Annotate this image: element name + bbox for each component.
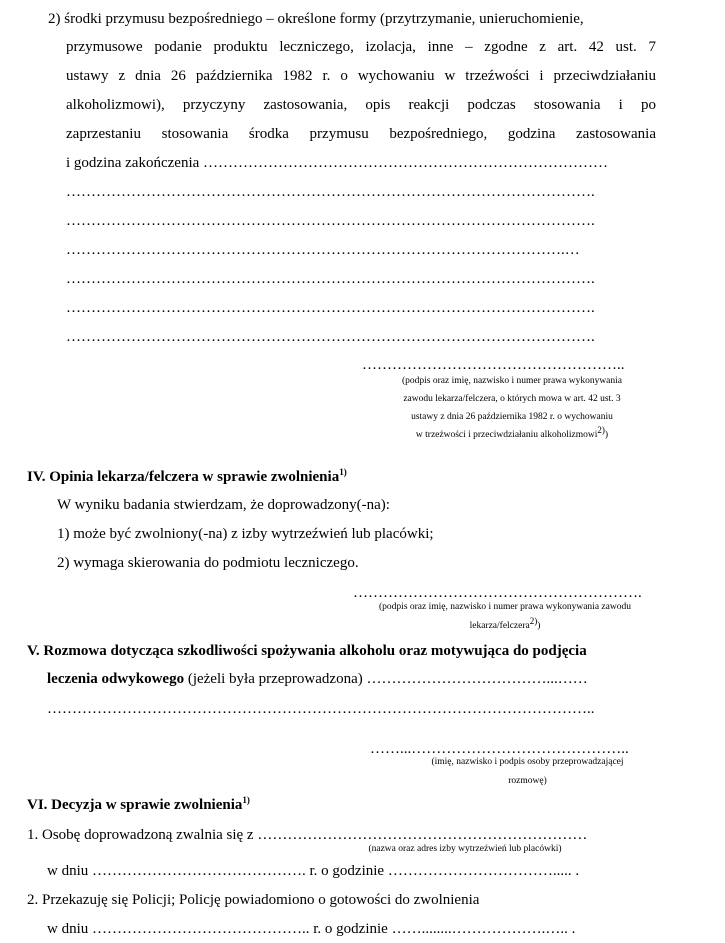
coercion-line-4: alkoholizmowi), przyczyny zastosowania, opis reakcji podczas stosowania i po	[66, 97, 656, 113]
conversation-fill-line[interactable]: ………………………………………………………………………………………………..	[47, 701, 595, 717]
doctor-signature-caption-2: zawodu lekarza/felczera, o których mowa w art. 42 ust. 3	[403, 394, 621, 404]
conversation-signature-line[interactable]: ……...……………………………………..	[370, 741, 629, 757]
fill-line-3[interactable]: ……………………………………………………………………………………….…	[66, 242, 580, 258]
release-item-2-date[interactable]: w dniu …………………………………….. r. o godzinie ……........……………….….. .	[47, 921, 576, 937]
section-v-heading-cont: leczenia odwykowego (jeżeli była przeprowadzona) ………………………………...……	[47, 671, 588, 687]
fill-line-4[interactable]: …………………………………………………………………………………………….	[66, 271, 595, 287]
fill-line-2[interactable]: …………………………………………………………………………………………….	[66, 213, 595, 229]
coercion-line-6: i godzina zakończenia ………………………………………………………………………	[66, 155, 609, 171]
release-item-1-date[interactable]: w dniu ……………………………………. r. o godzinie ……………………………..... .	[47, 863, 580, 879]
fill-line-6[interactable]: …………………………………………………………………………………………….	[66, 329, 595, 345]
section-iv-option-2: 2) wymaga skierowania do podmiotu leczniczego.	[57, 555, 359, 571]
fill-line-5[interactable]: …………………………………………………………………………………………….	[66, 300, 595, 316]
opinion-signature-line[interactable]: ………………………………………………….	[353, 585, 642, 601]
doctor-signature-line[interactable]: ……………………………………………..	[362, 357, 625, 373]
doctor-signature-caption-4: w trzeźwości i przeciwdziałaniu alkoholizmowi$^{2)}$)	[415, 424, 609, 440]
fill-line-1[interactable]: …………………………………………………………………………………………….	[66, 184, 595, 200]
coercion-line-2: przymusowe podanie produktu leczniczego, izolacja, inne – zgodne z art. 42 ust. 7	[66, 39, 656, 55]
conversation-signature-caption-1: (imię, nazwisko i podpis osoby przeprowadzającej	[431, 757, 624, 767]
release-item-1[interactable]: 1. Osobę doprowadzoną zwalnia się z …………………………………………………………	[27, 827, 588, 843]
section-vi-heading: VI. Decyzja w sprawie zwolnienia$^{1)}$	[27, 795, 250, 813]
doctor-signature-caption-1: (podpis oraz imię, nazwisko i numer prawa wykonywania	[401, 376, 623, 386]
section-iv-intro: W wyniku badania stwierdzam, że doprowadzony(-na):	[57, 497, 390, 513]
section-iv-option-1: 1) może być zwolniony(-na) z izby wytrzeźwień lub placówki;	[57, 526, 434, 542]
coercion-line-3: ustawy z dnia 26 października 1982 r. o wychowaniu w trzeźwości i przeciwdziałaniu	[66, 68, 656, 84]
section-iv-heading: IV. Opinia lekarza/felczera w sprawie zwolnienia$^{1)}$	[27, 467, 347, 485]
doctor-signature-caption-3: ustawy z dnia 26 października 1982 r. o wychowaniu	[411, 412, 613, 422]
release-item-1-caption: (nazwa oraz adres izby wytrzeźwień lub placówki)	[368, 844, 562, 854]
opinion-signature-caption-1: (podpis oraz imię, nazwisko i numer prawa wykonywania zawodu	[379, 602, 631, 612]
release-item-2: 2. Przekazuję się Policji; Policję powiadomiono o gotowości do zwolnienia	[27, 892, 480, 908]
section-v-heading: V. Rozmowa dotycząca szkodliwości spożywania alkoholu oraz motywująca do podjęcia	[27, 643, 587, 659]
conversation-signature-caption-2: rozmowę)	[508, 776, 547, 786]
opinion-signature-caption-2: lekarza/felczera$^{2)}$)	[469, 615, 541, 631]
coercion-line-1: 2) środki przymusu bezpośredniego – określone formy (przytrzymanie, unieruchomienie,	[48, 11, 584, 27]
coercion-line-5: zaprzestaniu stosowania środka przymusu bezpośredniego, godzina zastosowania	[66, 126, 656, 142]
